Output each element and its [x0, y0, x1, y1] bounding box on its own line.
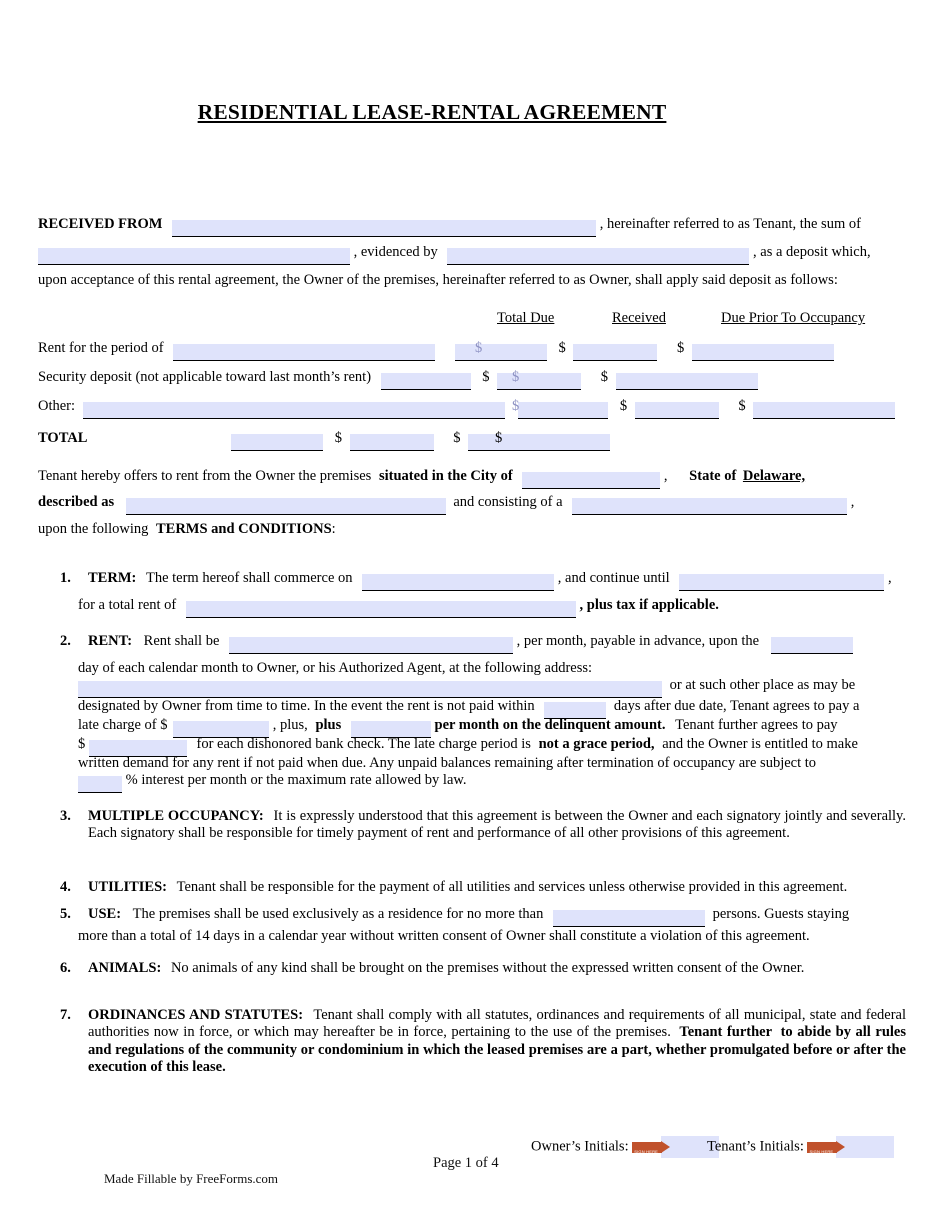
state-label: State of [689, 468, 737, 484]
tenant-initials-label: Tenant’s Initials: [707, 1138, 804, 1155]
clause-6-number: 6. [60, 960, 71, 976]
max-persons-input[interactable] [553, 910, 705, 927]
clause-1-text-3: for a total rent of [78, 597, 177, 613]
clause-3-text: It is expressly understood that this agreement is between the Owner and each signatory jointly and severally. Each signatory shall be responsible for timely payment of rent and performance of all other provisions of this agreement. [88, 808, 906, 842]
clause-2-dollar: $ [78, 736, 86, 752]
security-deposit-label: Security deposit (not applicable toward last month’s rent) [38, 369, 372, 385]
clause-2-text-13: not a grace period, [538, 736, 655, 752]
total-rent-input[interactable] [186, 601, 576, 618]
late-plus-input[interactable] [351, 721, 431, 738]
column-header-total-due: Total Due [497, 310, 555, 326]
clause-2-text-16: % interest per month or the maximum rate allowed by law. [125, 772, 467, 788]
sign-here-arrow-text-2: SIGN HERE [809, 1148, 834, 1154]
owner-initials-row [531, 1136, 719, 1158]
other-inline-dollar: $ [512, 398, 520, 414]
terms-lead: upon the following [38, 521, 149, 537]
clause-5-line-1 [88, 906, 849, 927]
clause-2-heading: RENT: [88, 633, 133, 649]
clause-2-text-7: late charge of $ [78, 717, 168, 733]
clause-2-text-6: days after due date, Tenant agrees to pay a [613, 698, 860, 714]
clause-2-line-3 [78, 677, 855, 698]
clause-7-body [88, 1007, 906, 1076]
acceptance-line: upon acceptance of this rental agreement, the Owner of the premises, hereinafter referred to as Owner, shall apply said deposit as follows: [38, 272, 838, 288]
offer-text: Tenant hereby offers to rent from the Owner the premises [38, 468, 372, 484]
sign-here-arrow-icon-2 [807, 1142, 837, 1153]
other-received-input[interactable] [635, 402, 719, 419]
rent-received-dollar: $ [558, 340, 566, 356]
clause-5-number: 5. [60, 906, 71, 922]
premises-line-3 [38, 521, 336, 538]
clause-6-body [88, 960, 906, 977]
premises-line-2: described as and consisting of a , [38, 494, 854, 515]
clause-2-text-2: , per month, payable in advance, upon the [516, 633, 760, 649]
clause-1-text-4: , plus tax if applicable. [579, 597, 719, 613]
clause-2-line-6 [78, 736, 858, 757]
rent-amount-input[interactable] [229, 637, 513, 654]
total-due-prior-input[interactable] [468, 434, 610, 451]
table-row-total [38, 430, 610, 451]
evidenced-by-input[interactable] [447, 248, 749, 265]
as-deposit-label: , as a deposit which, [753, 244, 871, 260]
clause-6-heading: ANIMALS: [88, 960, 162, 976]
clause-7-heading: ORDINANCES AND STATUTES: [88, 1007, 304, 1023]
clause-2-line-7 [78, 755, 816, 772]
other-label: Other: [38, 398, 76, 414]
clause-2-line-4 [78, 698, 859, 719]
total-received-input[interactable] [350, 434, 434, 451]
clause-2-line-5 [78, 717, 838, 738]
clause-2-line-2 [78, 660, 592, 677]
clause-2-text-10: per month on the delinquent amount. [434, 717, 666, 733]
clause-6-text: No animals of any kind shall be brought on the premises without the expressed written consent of the Owner. [170, 960, 805, 976]
received-from-row [38, 216, 861, 237]
nsf-charge-input[interactable] [89, 740, 187, 757]
evidenced-by-row [38, 244, 871, 265]
clause-7-text-bold-1: Tenant further [679, 1024, 773, 1041]
rent-due-prior-dollar: $ [677, 340, 685, 356]
page-title: RESIDENTIAL LEASE-RENTAL AGREEMENT [197, 100, 667, 124]
security-due-prior-input[interactable] [616, 373, 758, 390]
total-due-prior-dollar: $ [453, 430, 461, 446]
clause-2-line-1 [88, 633, 853, 654]
consisting-of-label: and consisting of a [453, 494, 563, 510]
made-fillable-note: Made Fillable by FreeForms.com [104, 1171, 279, 1186]
situated-label: situated in the City of [378, 468, 513, 484]
grace-days-input[interactable] [544, 702, 606, 719]
table-row-rent [38, 340, 834, 361]
security-due-prior-dollar: $ [600, 369, 609, 385]
premises-line-1: Tenant hereby offers to rent from the Owner the premises situated in the City of , State of Delaware, [38, 468, 805, 489]
clause-5-heading: USE: [88, 906, 122, 922]
clause-4-text: Tenant shall be responsible for the payment of all utilities and services unless otherwise provided in this agreement. [176, 879, 848, 895]
clause-2-text-3: day of each calendar month to Owner, or his Authorized Agent, at the following address: [78, 660, 593, 676]
term-start-input[interactable] [362, 574, 554, 591]
rent-period-label: Rent for the period of [38, 340, 164, 356]
term-end-input[interactable] [679, 574, 884, 591]
clause-2-text-1: Rent shall be [143, 633, 220, 649]
security-received-dollar: $ [482, 369, 490, 385]
rent-day-input[interactable] [771, 637, 853, 654]
clause-5-text-2: persons. Guests staying [712, 906, 850, 922]
state-value: Delaware, [742, 468, 806, 484]
clause-2-text-4: or at such other place as may be [669, 677, 856, 693]
table-row-security [38, 369, 758, 390]
consisting-of-input[interactable] [572, 498, 847, 515]
total-received-dollar: $ [334, 430, 342, 446]
rent-inline-dollar: $ [475, 340, 483, 356]
rent-period-input[interactable] [173, 344, 435, 361]
clause-7-number: 7. [60, 1007, 71, 1023]
interest-rate-input[interactable] [78, 776, 122, 793]
security-total-due-input[interactable] [381, 373, 471, 390]
sign-here-arrow-icon [632, 1142, 662, 1153]
clause-3-body [88, 808, 906, 843]
evidenced-by-label: , evidenced by [353, 244, 438, 260]
terms-colon: : [331, 521, 336, 537]
sign-here-arrow-text: SIGN HERE [634, 1148, 659, 1154]
clause-2-text-14: and the Owner is entitled to make [662, 736, 858, 752]
city-input[interactable] [522, 472, 660, 489]
tenant-initials-row [707, 1136, 894, 1158]
rent-received-input[interactable] [573, 344, 657, 361]
clause-2-text-8: , plus, [272, 717, 308, 733]
clause-5-line-2: more than a total of 14 days in a calendar year without written consent of Owner shall constitute a violation of this agreement. [78, 928, 810, 944]
other-due-prior-input[interactable] [753, 402, 895, 419]
page-number: Page 1 of 4 [433, 1155, 499, 1171]
clause-4-body [88, 879, 906, 896]
other-received-dollar: $ [619, 398, 628, 414]
column-header-received: Received [612, 310, 666, 326]
other-desc-input[interactable] [83, 402, 505, 419]
clause-7-text-bold-2: to abide by all rules and regulations of the community or condominium in which the leased premises are a part, whether promulgated before or after the execution of this lease. [88, 1024, 906, 1075]
described-as-input[interactable] [126, 498, 446, 515]
clause-1-text-2: , and continue until [557, 570, 670, 586]
sum-of-input[interactable] [38, 248, 350, 265]
clause-2-text-9: plus [315, 717, 342, 733]
total-label: TOTAL [38, 430, 88, 446]
clause-2-text-11: Tenant further agrees to pay [675, 717, 838, 733]
total-total-due-input[interactable] [231, 434, 323, 451]
owner-initials-label: Owner’s Initials: [531, 1138, 629, 1155]
clause-3-number: 3. [60, 808, 71, 824]
column-header-due-prior: Due Prior To Occupancy [721, 310, 866, 326]
clause-2-line-8 [78, 772, 467, 793]
total-total-due-dollar: $ [495, 430, 503, 446]
rent-due-prior-input[interactable] [692, 344, 834, 361]
security-inline-dollar: $ [512, 369, 520, 385]
clause-5-text-1: The premises shall be used exclusively as a residence for no more than [132, 906, 544, 922]
other-total-due-input[interactable] [518, 402, 608, 419]
clause-1-number: 1. [60, 570, 71, 586]
clause-1-line-2 [78, 597, 719, 618]
received-from-suffix: , hereinafter referred to as Tenant, the sum of [599, 216, 861, 232]
clause-7-text-normal: Tenant shall comply with all statutes, ordinances and requirements of all municipal, state and federal authorities now in force, or which may hereafter be in force, pertaining to the use of the premises. [88, 1007, 906, 1041]
clause-4-heading: UTILITIES: [88, 879, 167, 895]
received-from-label: RECEIVED FROM [38, 216, 163, 232]
clause-4-number: 4. [60, 879, 71, 895]
clause-3-heading: MULTIPLE OCCUPANCY: [88, 808, 264, 824]
received-from-input[interactable] [172, 220, 596, 237]
clause-2-text-5: designated by Owner from time to time. In the event the rent is not paid within [78, 698, 535, 714]
clause-1-heading: TERM: [88, 570, 137, 586]
rent-address-input[interactable] [78, 681, 662, 698]
terms-bold: TERMS and CONDITIONS [155, 521, 332, 537]
clause-1-text-1: The term hereof shall commerce on [145, 570, 353, 586]
clause-2-text-12: for each dishonored bank check. The late charge period is [196, 736, 531, 752]
rent-total-due-input[interactable] [455, 344, 547, 361]
described-as-label: described as [38, 494, 115, 510]
clause-1-line-1: TERM: The term hereof shall commerce on , and continue until , [88, 570, 892, 591]
security-received-input[interactable] [497, 373, 581, 390]
table-row-other [38, 398, 895, 419]
other-due-prior-dollar: $ [738, 398, 746, 414]
clause-2-number: 2. [60, 633, 71, 649]
late-charge-input[interactable] [173, 721, 269, 738]
clause-2-text-15: written demand for any rent if not paid when due. Any unpaid balances remaining after termination of occupancy are subject to [78, 755, 817, 771]
